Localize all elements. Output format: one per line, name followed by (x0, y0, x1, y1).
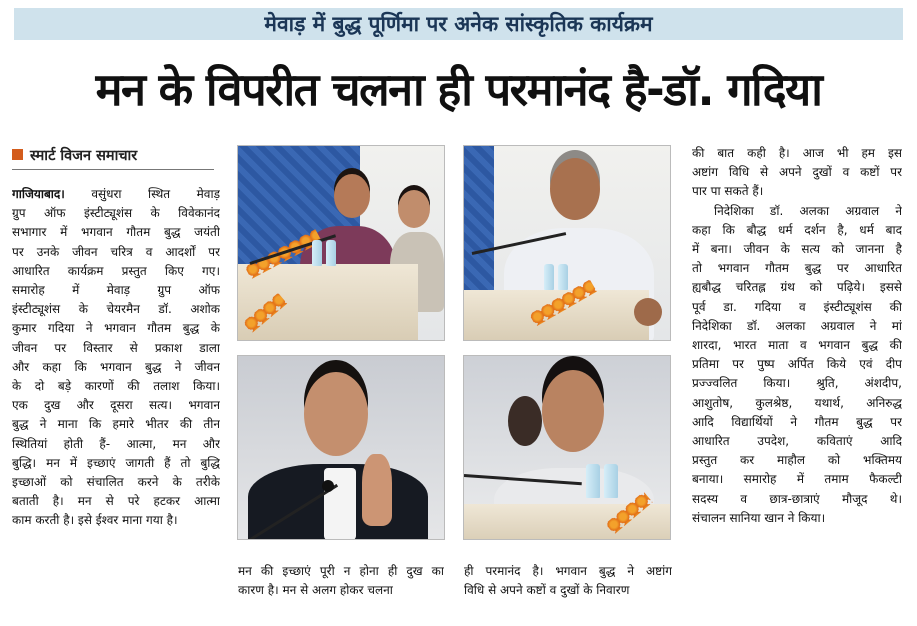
article-line: तो भगवान गौतम बुद्ध पर आधारित (692, 261, 902, 276)
hand (634, 298, 662, 326)
article-line: जीवन पर विस्तार से प्रकाश डाला (12, 340, 220, 355)
article-line: आशुतोष, कुलश्रेष्ठ, यथार्थ, अनिरुद्ध (692, 395, 902, 410)
article-line: में बना। जीवन के सत्य को जानना है (692, 242, 902, 257)
article-line: समारोह में मेवाड़ ग्रुप ऑफ (12, 283, 220, 298)
article-line: सदस्य व छात्र-छात्राएं मौजूद थे। (692, 491, 902, 506)
article-line: बताती है। मन से परे हटकर आत्मा (12, 494, 220, 509)
byline (12, 140, 214, 170)
article-line: पार पा सकते हैं। (692, 184, 764, 199)
article-line: निदेशिका डॉ. अलका अग्रवाल ने मां (692, 318, 902, 333)
byline-text: स्मार्ट विजन समाचार (30, 147, 138, 164)
person-head (550, 158, 600, 220)
hands-namaste (362, 454, 392, 526)
article-line: बुद्धि। मन में इच्छाएं जागती हैं तो बुद्धि (12, 455, 220, 470)
water-bottle (604, 464, 618, 498)
article-line: पर उनके जीवन चरित्र व आदर्शों पर (12, 244, 220, 259)
article-line: ही परमानंद है। भगवान बुद्ध ने अष्टांग (464, 564, 672, 578)
article-line: संचालन सानिया खान ने किया। (692, 510, 826, 525)
article-line: विधि से अपने कष्टों व दुखों के निवारण (464, 583, 630, 598)
article-line: पूर्व डा. गदिया व इंस्टीट्यूशंस की (692, 299, 902, 314)
dateline: गाजियाबाद। (12, 187, 65, 201)
photo-student-microphone (463, 355, 671, 540)
article-line: प्रतिमा पर पुष्प अर्पित किये एवं दीप (692, 357, 902, 372)
headline-text: मन के विपरीत चलना ही परमानंद है-डॉ. गदिया (95, 62, 822, 116)
person-head (398, 190, 430, 228)
article-line: इंस्टीट्यूशंस के चेयरमैन डॉ. अशोक (12, 302, 220, 317)
article-line: काम करती है। इसे ईश्वर माना गया है। (12, 513, 178, 528)
water-bottle (558, 264, 568, 290)
article-line: ह्यबौद्ध चरितह्ल ग्रंथ को पढ़िये। इससे (692, 280, 902, 295)
article-line: प्रज्ज्वलित किया। श्रुति, अंशदीप, (692, 376, 902, 391)
photo-man-speaker (463, 145, 671, 341)
water-bottle (544, 264, 554, 290)
article-line: मन की इच्छाएं पूरी न होना ही दुख का (238, 564, 444, 578)
article-line: गाजियाबाद। वसुंधरा स्थित मेवाड़ (12, 187, 220, 201)
water-bottle (326, 240, 336, 266)
article-line: इच्छाओं को संचालित करने के तरीके (12, 475, 220, 490)
photo-student-namaste (237, 355, 445, 540)
photo-woman-speaker (237, 145, 445, 341)
water-bottle (586, 464, 600, 498)
byline-square-icon (12, 149, 23, 160)
article-line: प्रस्तुत कर माहौल को भक्तिमय (692, 453, 902, 468)
article-line: बनाया। समारोह में तमाम फैकल्टी (692, 472, 902, 487)
kicker-banner (14, 8, 903, 40)
article-line: आदि विद्यार्थियों ने गौतम बुद्ध पर (692, 414, 902, 429)
article-line: सभागार में भगवान गौतम बुद्ध जयंती (12, 225, 220, 240)
person-head (334, 174, 370, 218)
article-column-1 (12, 185, 220, 531)
article-column-4 (692, 144, 902, 528)
article-column-2 (238, 562, 444, 600)
headline (0, 48, 917, 128)
article-line: निदेशिका डॉ. अलका अग्रवाल ने (714, 203, 902, 218)
article-line: कहा कि बौद्ध धर्म दर्शन है, धर्म बाद (692, 222, 902, 237)
water-bottle (312, 240, 322, 266)
person-head (542, 370, 604, 452)
article-line: की बात कही है। आज भी हम इस (692, 146, 902, 160)
article-line: एक दुख और दूसरा सत्य। भगवान (12, 398, 220, 413)
shirt (324, 468, 356, 540)
person-head (304, 372, 368, 456)
article-line: कुमार गदिया ने भगवान गौतम बुद्ध के (12, 321, 220, 336)
article-column-3 (464, 562, 672, 600)
article-line: के दो बड़े कारणों की तलाश किया। (12, 379, 220, 394)
article-line: आधारित उपदेश, कविताएं आदि (692, 434, 902, 449)
person-head (508, 396, 542, 446)
article-line: ग्रुप ऑफ इंस्टीट्यूशंस के विवेकानंद (12, 206, 220, 221)
article-line: स्थितियां होती हैं- आत्मा, मन और (12, 436, 220, 451)
article-line: आधारित कार्यक्रम प्रस्तुत किए गए। (12, 263, 220, 278)
kicker-text: मेवाड़ में बुद्ध पूर्णिमा पर अनेक सांस्कृतिक कार्यक्रम (264, 12, 653, 36)
article-line: अष्टांग विधि से अपने दुखों व कष्टों पर (692, 165, 902, 180)
article-line: शारदा, भारत माता व भगवान बुद्ध की (692, 338, 902, 353)
article-line: कारण है। मन से अलग होकर चलना (238, 583, 393, 598)
article-line: बुद्ध ने माना कि हमारे भीतर की तीन (12, 417, 220, 432)
article-line: और कहा कि भगवान बुद्ध ने जीवन (12, 359, 220, 374)
microphone-head (322, 480, 334, 492)
